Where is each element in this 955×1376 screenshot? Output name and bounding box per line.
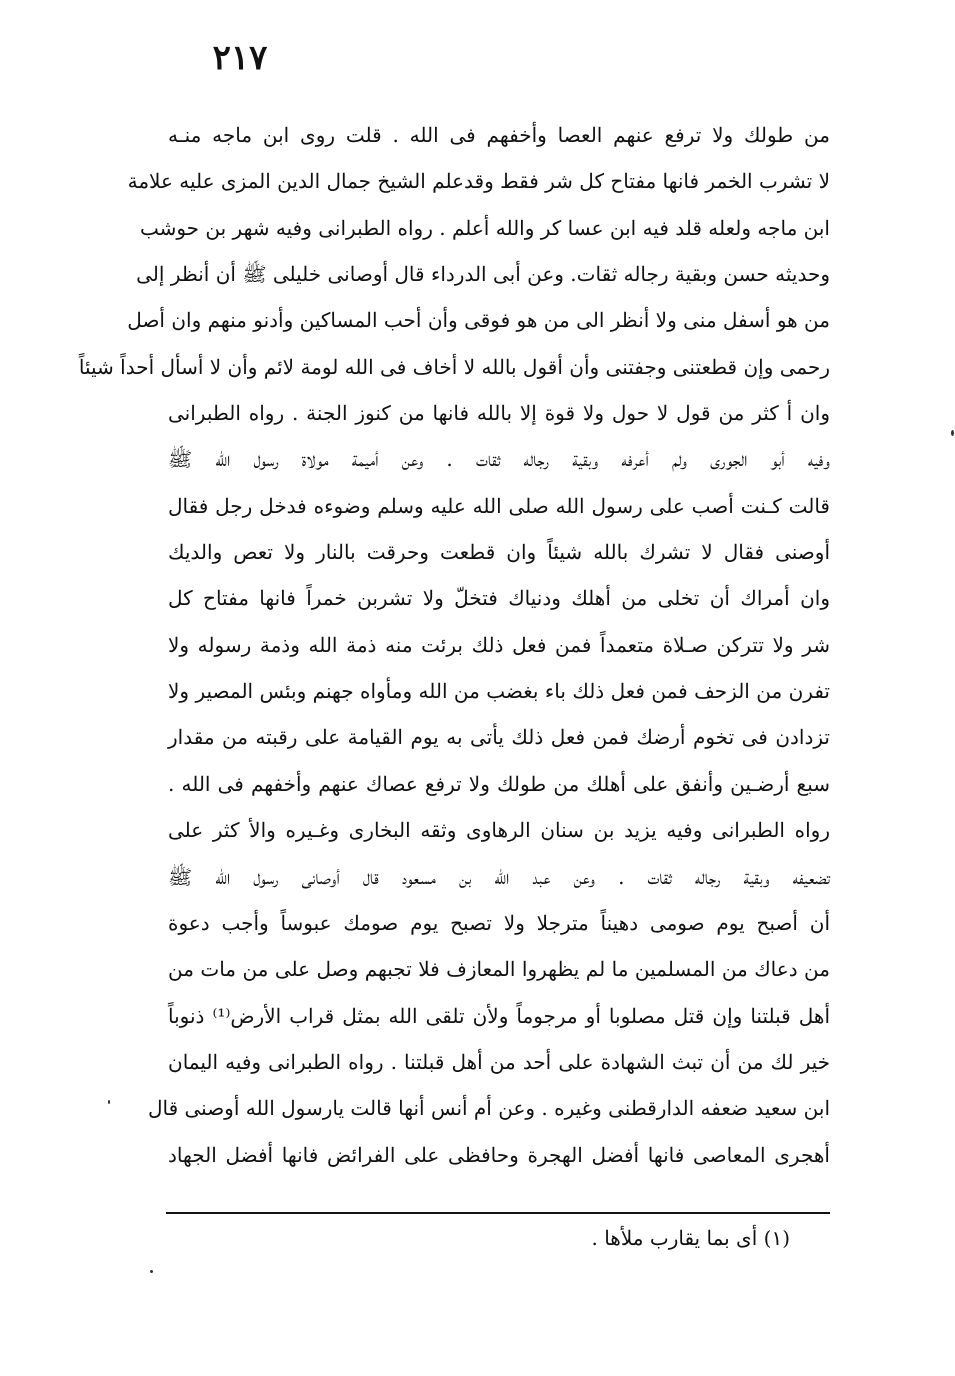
text-line: رواه الطبرانى وفيه يزيد بن سنان الرهاوى وثقه البخارى وغـيره والأ كثر على	[168, 818, 830, 843]
text-line: ابن سعيد ضعفه الدارقطنى وغيره . وعن أم أنس أنها قالت يارسول الله أوصنى قال	[147, 1096, 830, 1121]
text-line: من هو أسفل منى ولا أنظر الى من هو فوقى وأن أحب المساكين وأدنو منهم وان أصل	[127, 308, 830, 333]
body-text	[78, 112, 830, 1178]
text-line: شر ولا تتركن صـلاة متعمداً فمن فعل ذلك برئت منه ذمة الله وذمة رسوله ولا	[168, 632, 830, 657]
scan-speck	[108, 1100, 110, 1104]
text-line: أهجرى المعاصى فانها أفضل الهجرة وحافظى على الفرائض فانها أفضل الجهاد	[168, 1142, 830, 1167]
text-line: من دعاك من المسلمين ما لم يظهروا المعازف فلا تجبهم وصل على من مات من	[168, 957, 830, 982]
footnote: (١) أى بما يقارب ملأها .	[591, 1226, 790, 1250]
text-line: أوصنى فقال لا تشرك بالله شيئاً وان قطعت وحرقت بالنار ولا تعص والديك	[168, 540, 830, 565]
text-line: وفيه أبو الجورى ولم أعرفه وبقية رجاله ثقات . وعن أميمة مولاة رسول الله ﷺ	[168, 447, 830, 472]
text-line: وان أمراك أن تخلى من أهلك ودنياك فتخلّ ولا تشربن خمراً فانها مفتاح كل	[168, 586, 830, 611]
scan-speck	[951, 430, 954, 436]
text-line: سبع أرضـين وأنفق على أهلك من طولك ولا ترفع عصاك عنهم وأخفهم فى الله .	[168, 771, 830, 796]
text-line: قالت كـنت أصب على رسول الله صلى الله عليه وسلم وضوءه فدخل رجل فقال	[168, 493, 830, 518]
text-line: وحديثه حسن وبقية رجاله ثقات. وعن أبى الدرداء قال أوصانى خليلى ﷺ أن أنظر إلى	[136, 262, 830, 287]
text-line: رحمى وإن قطعتنى وجفتنى وأن أقول بالله لا أخاف فى الله لومة لائم وأن لا أسأل أحداً شيئاً	[78, 354, 830, 379]
text-line: تفرن من الزحف فمن فعل ذلك باء بغضب من الله ومأواه جهنم وبئس المصير ولا	[168, 679, 830, 704]
text-line: تضعيفه وبقية رجاله ثقات . وعن عبد الله بن مسعود قال أوصانى رسول الله ﷺ	[168, 864, 830, 889]
text-line: ابن ماجه ولعله قلد فيه ابن عسا كر والله أعلم . رواه الطبرانى وفيه شهر بن حوشب	[139, 215, 830, 240]
text-line: لا تشرب الخمر فانها مفتاح كل شر فقط وقدعلم الشيخ جمال الدين المزى عليه علامة	[127, 169, 830, 194]
text-line: تزدادن فى تخوم أرضك فمن فعل ذلك يأتى به يوم القيامة على رقبته من مقدار	[168, 725, 830, 750]
text-line: أن أصبح يوم صومى دهيناً مترجلا ولا تصبح يوم صومك عبوساً وأجب دعوة	[168, 910, 830, 935]
text-line: من طولك ولا ترفع عنهم العصا وأخفهم فى الله . قلت روى ابن ماجه منـه	[168, 123, 830, 147]
page-number: ٢١٧	[212, 38, 268, 78]
text-line: أهل قبلتنا وإن قتل مصلوبا أو مرجوماً ولأن تلقى الله بمثل قراب الأرض⁽¹⁾ ذنوباً	[168, 1003, 830, 1028]
footnote-separator	[166, 1212, 830, 1214]
scan-speck	[150, 1270, 153, 1273]
text-line: خير لك من أن تبث الشهادة على أحد من أهل قبلتنا . رواه الطبرانى وفيه اليمان	[168, 1049, 830, 1074]
text-line: وان أ كثر من قول لا حول ولا قوة إلا بالله فانها من كنوز الجنة . رواه الطبرانى	[168, 401, 830, 426]
